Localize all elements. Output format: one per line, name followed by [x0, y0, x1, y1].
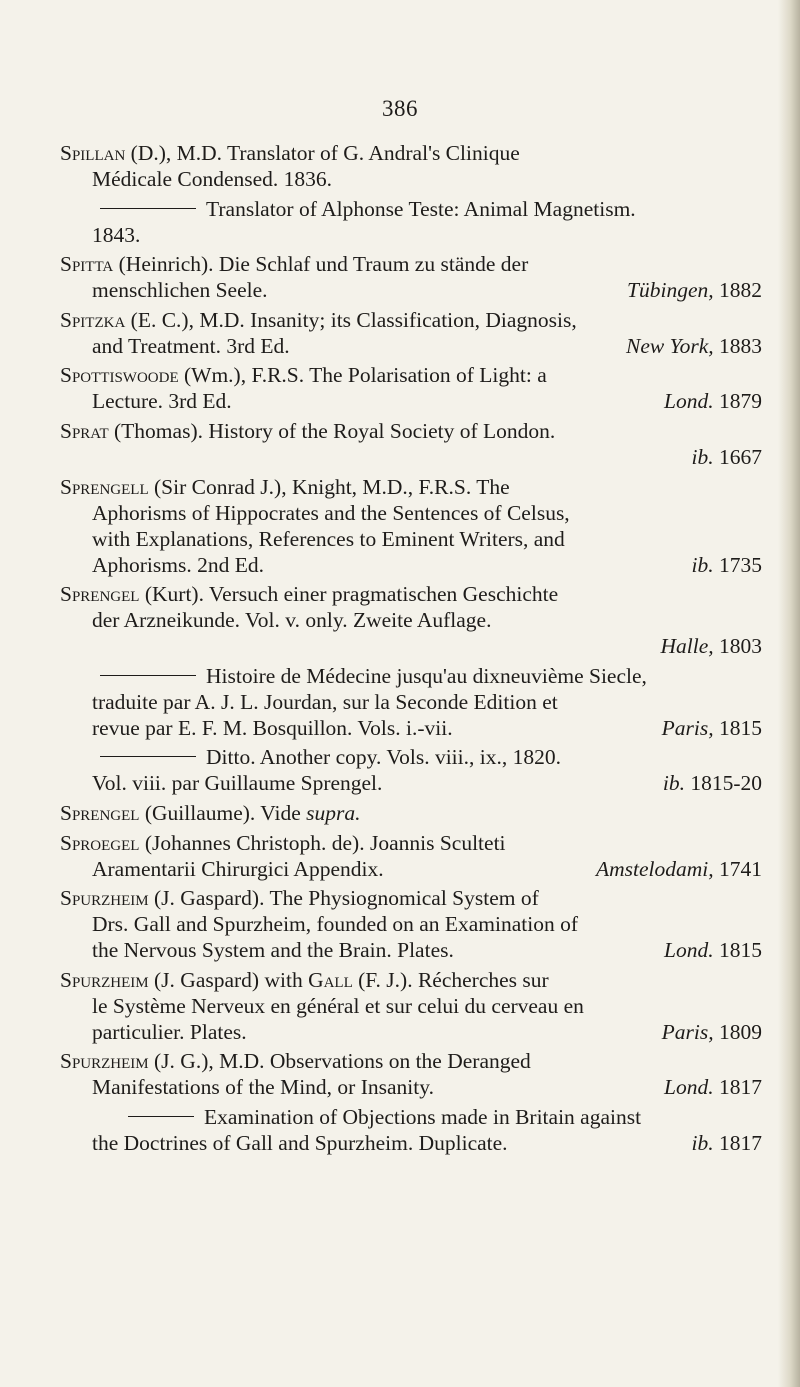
- imprint-place: ib.: [691, 444, 714, 469]
- page-number: 386: [382, 96, 418, 121]
- entry-line: le Système Nerveux en général et sur celui du cerveau en: [92, 993, 584, 1018]
- entry-line: der Arzneikunde. Vol. v. only. Zweite Auflage.: [92, 608, 492, 633]
- entry-line: Drs. Gall and Spurzheim, founded on an Examination of: [92, 912, 579, 937]
- ditto-dash: [100, 675, 196, 676]
- entry-line: [60, 474, 762, 500]
- imprint-year: 1817: [719, 1075, 762, 1100]
- ditto-dash: [100, 756, 196, 757]
- entry-text: and Treatment. 3rd Ed.: [92, 333, 290, 358]
- ditto-dash: [100, 208, 196, 209]
- author-name: Gall: [308, 967, 353, 992]
- author-name: Spurzheim: [60, 1049, 149, 1074]
- imprint-place: ib.: [691, 552, 714, 577]
- entry-text: (J. Gaspard) with: [148, 967, 309, 992]
- imprint-place: Lond.: [664, 389, 714, 414]
- author-name: Spurzheim: [60, 886, 149, 911]
- entry-line: [60, 663, 762, 689]
- author-name: Sproegel: [60, 830, 140, 855]
- imprint-year: 1817: [719, 1130, 762, 1155]
- imprint-place: Lond.: [664, 1075, 714, 1100]
- entry-line: [60, 362, 762, 388]
- entry-line: [60, 581, 762, 607]
- author-name: Sprengel: [60, 582, 140, 607]
- imprint-year: 1883: [719, 333, 762, 358]
- entry-line: [60, 140, 762, 166]
- imprint-year: 1815: [719, 715, 762, 740]
- entry-text: menschlichen Seele.: [92, 278, 268, 303]
- entry-line-with-imprint: [60, 444, 762, 470]
- catalogue-entry: [60, 307, 762, 359]
- entry-text: (Thomas). History of the Royal Society of London.: [108, 418, 556, 443]
- imprint-place: ib.: [662, 771, 685, 796]
- entry-text-italic: supra.: [306, 800, 361, 825]
- catalogue-entry: [60, 1104, 762, 1156]
- entry-line: Aphorisms of Hippocrates and the Sentences of Celsus,: [92, 500, 570, 525]
- catalogue-page: [60, 140, 762, 1160]
- entry-line-with-imprint: [60, 333, 762, 359]
- entry-text: (Guillaume). Vide: [139, 800, 307, 825]
- entry-text: Lecture. 3rd Ed.: [92, 389, 232, 414]
- imprint: [660, 633, 762, 659]
- entry-text: (Sir Conrad J.), Knight, M.D., F.R.S. The: [148, 474, 510, 499]
- catalogue-entry: [60, 744, 762, 796]
- author-name: Spitzka: [60, 307, 126, 332]
- imprint-year: 1741: [719, 856, 762, 881]
- catalogue-entry: [60, 885, 762, 963]
- imprint-place: Lond.: [664, 938, 714, 963]
- entry-text: (F. J.). Récherches sur: [352, 967, 549, 992]
- imprint-year: 1879: [719, 389, 762, 414]
- catalogue-entry: [60, 140, 762, 192]
- entry-line-with-imprint: [60, 1074, 762, 1100]
- author-name: Sprat: [60, 418, 109, 443]
- entry-text: (D.), M.D. Translator of G. Andral's Clinique: [125, 141, 520, 165]
- imprint: [692, 552, 762, 578]
- ditto-dash: [128, 1116, 194, 1117]
- author-name: Sprengel: [60, 800, 140, 825]
- imprint-year: 1667: [719, 444, 762, 469]
- imprint-place: ib.: [691, 1130, 714, 1155]
- imprint-place: New York,: [626, 333, 714, 358]
- entry-text: revue par E. F. M. Bosquillon. Vols. i.-vii.: [92, 715, 453, 740]
- catalogue-entry: [60, 967, 762, 1045]
- entry-line: [60, 800, 762, 826]
- entry-line-with-imprint: [60, 715, 762, 741]
- imprint: [626, 333, 762, 359]
- entry-line: [60, 744, 762, 770]
- imprint-year: 1809: [719, 1019, 762, 1044]
- catalogue-entry: [60, 800, 762, 826]
- entry-text: (E. C.), M.D. Insanity; its Classification, Diagnosis,: [125, 307, 577, 332]
- imprint-place: Paris,: [661, 1019, 714, 1044]
- entry-line-with-imprint: [60, 856, 762, 882]
- entry-line-with-imprint: [60, 770, 762, 796]
- entry-line: traduite par A. J. L. Jourdan, sur la Seconde Edition et: [92, 689, 558, 714]
- imprint-place: Tübingen,: [627, 278, 714, 303]
- entry-line-with-imprint: [60, 937, 762, 963]
- imprint: [662, 715, 762, 741]
- entry-text: particulier. Plates.: [92, 1019, 247, 1044]
- entry-text: Aramentarii Chirurgici Appendix.: [92, 856, 384, 881]
- catalogue-entry: [60, 251, 762, 303]
- entry-line-with-imprint: [60, 1019, 762, 1045]
- author-name: Spitta: [60, 252, 114, 277]
- author-name: Spottiswoode: [60, 363, 179, 388]
- entry-text: the Doctrines of Gall and Spurzheim. Duplicate.: [92, 1130, 508, 1155]
- entry-text: the Nervous System and the Brain. Plates.: [92, 938, 454, 963]
- imprint-place: Halle,: [660, 634, 714, 659]
- entry-line: [60, 196, 762, 222]
- entry-text: (J. G.), M.D. Observations on the Deranged: [148, 1049, 531, 1074]
- entry-text: Translator of Alphonse Teste: Animal Magnetism.: [206, 196, 636, 221]
- catalogue-entry: [60, 663, 762, 741]
- imprint-year: 1803: [719, 634, 762, 659]
- catalogue-entry: [60, 830, 762, 882]
- entry-line: [60, 418, 762, 444]
- entry-text: (Kurt). Versuch einer pragmatischen Geschichte: [139, 582, 559, 607]
- author-name: Sprengell: [60, 474, 149, 499]
- imprint: [692, 444, 762, 470]
- entry-line: [60, 251, 762, 277]
- entry-line: with Explanations, References to Eminent Writers, and: [92, 526, 565, 551]
- entry-text: Aphorisms. 2nd Ed.: [92, 552, 264, 577]
- entry-text: (Wm.), F.R.S. The Polarisation of Light: a: [178, 363, 547, 388]
- imprint: [663, 770, 762, 796]
- entry-line: Médicale Condensed. 1836.: [92, 167, 333, 191]
- imprint: [662, 1019, 762, 1045]
- entry-text: (Heinrich). Die Schlaf und Traum zu stände der: [113, 252, 529, 277]
- catalogue-entry: [60, 1048, 762, 1100]
- entry-line-with-imprint: [60, 633, 762, 659]
- imprint: [596, 856, 762, 882]
- catalogue-entry: [60, 474, 762, 578]
- entry-line-with-imprint: [60, 277, 762, 303]
- imprint: [664, 1074, 762, 1100]
- catalogue-entry: [60, 362, 762, 414]
- imprint: [627, 277, 762, 303]
- imprint-year: 1815-20: [690, 771, 762, 796]
- entry-line-with-imprint: [60, 1130, 762, 1156]
- entry-text: Vol. viii. par Guillaume Sprengel.: [92, 771, 383, 796]
- catalogue-entry: [60, 418, 762, 470]
- entry-line: [60, 1104, 762, 1130]
- entry-line: [60, 885, 762, 911]
- imprint-year: 1735: [719, 552, 762, 577]
- imprint-year: 1882: [719, 278, 762, 303]
- imprint: [664, 388, 762, 414]
- imprint: [692, 1130, 762, 1156]
- author-name: Spillan: [60, 141, 126, 165]
- entry-line-with-imprint: [60, 388, 762, 414]
- entry-line: [60, 1048, 762, 1074]
- imprint-place: Paris,: [661, 715, 714, 740]
- catalogue-entry: [60, 581, 762, 659]
- entry-line: 1843.: [92, 222, 141, 247]
- catalogue-entry: [60, 196, 762, 248]
- entry-text: (J. Gaspard). The Physiognomical System of: [148, 886, 539, 911]
- imprint-year: 1815: [719, 938, 762, 963]
- imprint: [664, 937, 762, 963]
- entry-text: Examination of Objections made in Britain against: [204, 1104, 642, 1129]
- entry-line: [60, 830, 762, 856]
- author-name: Spurzheim: [60, 967, 149, 992]
- imprint-place: Amstelodami,: [595, 856, 714, 881]
- entry-text: Ditto. Another copy. Vols. viii., ix., 1820.: [206, 745, 561, 770]
- entry-text: Histoire de Médecine jusqu'au dixneuvième Siecle,: [206, 663, 647, 688]
- page-edge-shadow: [778, 0, 800, 1387]
- entry-line-with-imprint: [60, 552, 762, 578]
- entry-text: (Johannes Christoph. de). Joannis Sculteti: [139, 830, 506, 855]
- entry-line: [60, 967, 762, 993]
- entry-text: Manifestations of the Mind, or Insanity.: [92, 1075, 434, 1100]
- entry-line: [60, 307, 762, 333]
